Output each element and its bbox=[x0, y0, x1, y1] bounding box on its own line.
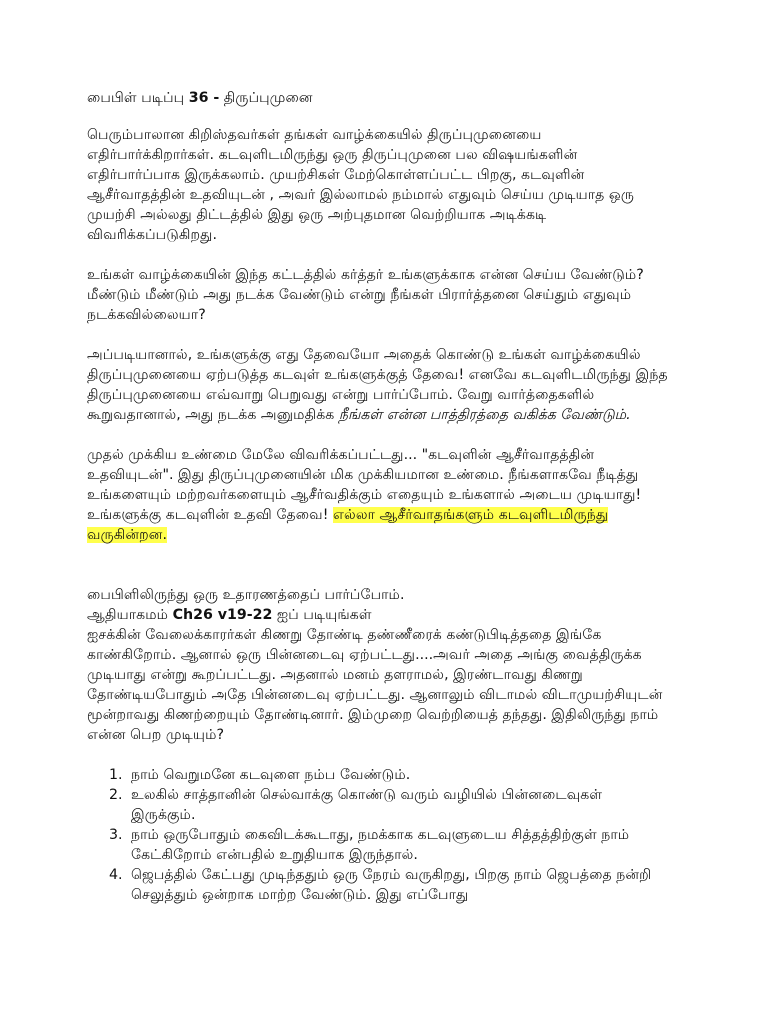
example-intro: பைபிளிலிருந்து ஒரு உதாரணத்தைப் பார்ப்போம். bbox=[87, 587, 405, 603]
scripture-ref-prefix: ஆதியாகமம் bbox=[87, 607, 173, 623]
list-item: 1. நாம் வெறுமனே கடவுளை நம்ப வேண்டும். bbox=[127, 765, 668, 785]
highlighted-text: எல்லா ஆசீர்வாதங்களும் கடவுளிடமிருந்து வருகின்றன. bbox=[87, 507, 609, 543]
paragraph-breakthrough bbox=[87, 345, 668, 425]
document-body bbox=[87, 125, 668, 905]
scripture-ref-suffix: ஐப் படியுங்கள் bbox=[272, 607, 372, 623]
paragraph-intro: பெரும்பாலான கிறிஸ்தவர்கள் தங்கள் வாழ்க்கையில் திருப்புமுனையை எதிர்பார்க்கிறார்கள். கடவுளிடமிருந்து ஒரு திருப்புமுனை பல விஷயங்களின் எதிர்பார்ப்பாக இருக்கலாம். முயற்சிகள் மேற்கொள்ளப்பட்ட பிறகு, கடவுளின் ஆசீர்வாதத்தின் உதவியுடன் , அவர் இல்லாமல் நம்மால் எதுவும் செய்ய முடியாத ஒரு முயற்சி அல்லது திட்டத்தில் இது ஒரு அற்புதமான வெற்றியாக அடிக்கடி விவரிக்கப்படுகிறது. bbox=[87, 127, 634, 243]
title-prefix: பைபிள் படிப்பு bbox=[87, 90, 189, 106]
list-item: 4. ஜெபத்தில் கேட்பது முடிந்ததும் ஒரு நேரம் வருகிறது, பிறகு நாம் ஜெபத்தை நன்றி செலுத்தும் ஒன்றாக மாற்ற வேண்டும். இது எப்போது bbox=[127, 865, 668, 905]
paragraph-breakthrough-italic: நீங்கள் என்ன பாத்திரத்தை வகிக்க வேண்டும். bbox=[338, 407, 631, 423]
lessons-list bbox=[87, 765, 668, 905]
paragraph-question: உங்கள் வாழ்க்கையின் இந்த கட்டத்தில் கர்த்தர் உங்களுக்காக என்ன செய்ய வேண்டும்? மீண்டும் மீண்டும் அது நடக்க வேண்டும் என்று நீங்கள் பிரார்த்தனை செய்தும் எதுவும் நடக்கவில்லையா? bbox=[87, 267, 644, 323]
page-title bbox=[87, 88, 313, 108]
scripture-reference: Ch26 v19-22 bbox=[172, 607, 273, 623]
paragraph-bible-example bbox=[87, 585, 668, 745]
list-item: 3. நாம் ஒருபோதும் கைவிடக்கூடாது, நமக்காக கடவுளுடைய சித்தத்திற்குள் நாம் கேட்கிறோம் என்பதில் உறுதியாக இருந்தால். bbox=[127, 825, 668, 865]
paragraph-key-truth bbox=[87, 445, 668, 545]
paragraph-breakthrough-text: அப்படியானால், உங்களுக்கு எது தேவையோ அதைக் கொண்டு உங்கள் வாழ்க்கையில் திருப்புமுனையை ஏற்படுத்த கடவுள் உங்களுக்குத் தேவை! எனவே கடவுளிடமிருந்து இந்த திருப்புமுனையை எவ்வாறு பெறுவது என்று பார்ப்போம். வேறு வார்த்தைகளில் கூறுவதானால், அது நடக்க அனுமதிக்க bbox=[87, 347, 668, 423]
paragraph-key-truth-text: முதல் முக்கிய உண்மை மேலே விவரிக்கப்பட்டது... "கடவுளின் ஆசீர்வாதத்தின் உதவியுடன்". இது திருப்புமுனையின் மிக முக்கியமான உண்மை. நீங்களாகவே நீடித்து உங்களையும் மற்றவர்களையும் ஆசீர்வதிக்கும் எதையும் உங்களால் அடைய முடியாது! உங்களுக்கு கடவுளின் உதவி தேவை! bbox=[87, 447, 642, 523]
example-body: ஐசக்கின் வேலைக்காரர்கள் கிணறு தோண்டி தண்ணீரைக் கண்டுபிடித்ததை இங்கே காண்கிறோம். ஆனால் ஒரு பின்னடைவு ஏற்பட்டது....அவர் அதை அங்கு வைத்திருக்க முடியாது என்று கூறப்பட்டது. அதனால் மனம் தளராமல், இரண்டாவது கிணறு தோண்டியபோதும் அதே பின்னடைவு ஏற்பட்டது. ஆனாலும் விடாமல் விடாமுயற்சியுடன் மூன்றாவது கிணற்றையும் தோண்டினார். இம்முறை வெற்றியைத் தந்தது. இதிலிருந்து நாம் என்ன பெற முடியும்? bbox=[87, 627, 663, 743]
title-topic: திருப்புமுனை bbox=[219, 90, 313, 106]
list-item: 2. உலகில் சாத்தானின் செல்வாக்கு கொண்டு வரும் வழியில் பின்னடைவுகள் இருக்கும். bbox=[127, 785, 668, 825]
title-number: 36 - bbox=[188, 90, 220, 106]
